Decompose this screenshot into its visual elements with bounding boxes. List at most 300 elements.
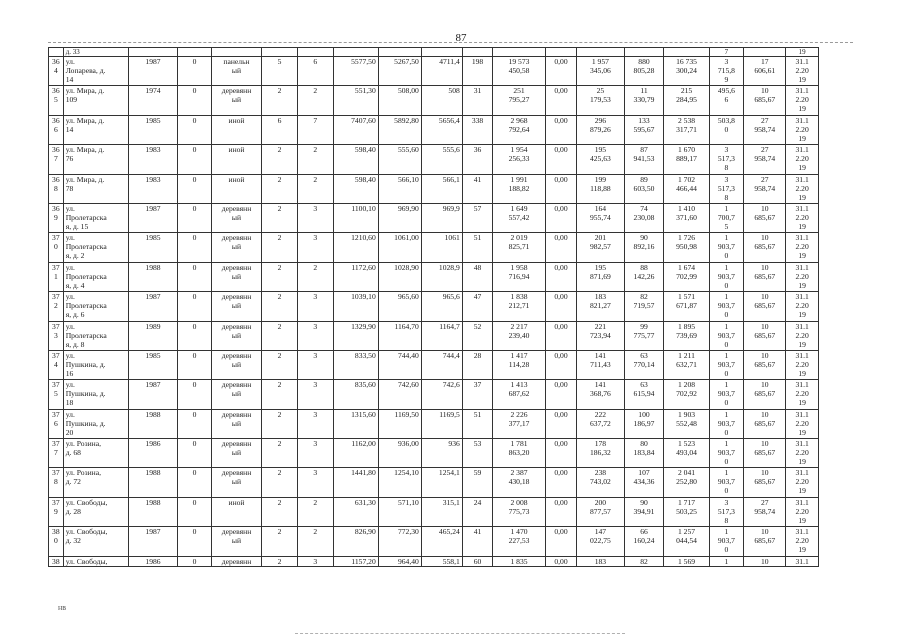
cell-private-area: 555,6: [421, 145, 462, 174]
cell-owner-funds: 1 674 702,99: [664, 262, 709, 291]
cell-completion-date: 31.1: [786, 556, 819, 566]
cell-address: ул. Лопарева, д. 14: [63, 57, 128, 86]
cell-year-built: 1985: [128, 350, 177, 379]
cell-wall-material: деревянн ый: [211, 468, 261, 497]
cell-federal-funds: 0,00: [545, 86, 577, 115]
cell-entrances: 3: [297, 380, 333, 409]
cell-total-cost: 1 838 212,71: [493, 292, 546, 321]
cell-specific-cost: 503,8 0: [709, 115, 744, 144]
cell-address: ул. Пушкина, д. 20: [63, 409, 128, 438]
cell-total-cost: 1 781 863,20: [493, 439, 546, 468]
cell-entrances: [297, 48, 333, 57]
cell-specific-cost: 3 715,8 9: [709, 57, 744, 86]
cell-living-area: [378, 48, 421, 57]
cell-row-number: 37 7: [49, 439, 64, 468]
cell-owner-funds: 2 538 317,71: [664, 115, 709, 144]
table-row: [49, 86, 819, 115]
cell-regional-funds: 199 118,88: [577, 174, 624, 203]
cell-living-area: 1028,90: [378, 262, 421, 291]
cell-municipal-funds: 63 615,94: [624, 380, 664, 409]
cell-living-area: 744,40: [378, 350, 421, 379]
cell-address: д. 33: [63, 48, 128, 57]
cell-regional-funds: 201 982,57: [577, 233, 624, 262]
cell-year-overhaul: 0: [178, 439, 212, 468]
cell-specific-cost: 495,6 6: [709, 86, 744, 115]
cell-entrances: 3: [297, 292, 333, 321]
cell-completion-date: 31.1 2.20 19: [786, 468, 819, 497]
cell-year-overhaul: 0: [178, 262, 212, 291]
cell-regional-funds: 200 877,57: [577, 497, 624, 526]
cell-wall-material: деревянн ый: [211, 350, 261, 379]
cell-year-overhaul: 0: [178, 321, 212, 350]
cell-living-area: 508,00: [378, 86, 421, 115]
cell-row-number: 38: [49, 556, 64, 566]
table-row: [49, 174, 819, 203]
cell-year-overhaul: 0: [178, 174, 212, 203]
cell-completion-date: 31.1 2.20 19: [786, 57, 819, 86]
cell-year-built: 1985: [128, 115, 177, 144]
cell-federal-funds: [545, 48, 577, 57]
table-row: [49, 497, 819, 526]
cell-federal-funds: 0,00: [545, 439, 577, 468]
cell-federal-funds: 0,00: [545, 527, 577, 556]
footer-mark: нв: [58, 603, 67, 612]
cell-owner-funds: 1 726 950,98: [664, 233, 709, 262]
cell-year-overhaul: 0: [178, 86, 212, 115]
cell-wall-material: деревянн ый: [211, 409, 261, 438]
cell-year-built: 1986: [128, 556, 177, 566]
cell-total-area: 1441,80: [333, 468, 378, 497]
cell-row-number: 36 7: [49, 145, 64, 174]
cell-specific-cost: 1 903,7 0: [709, 380, 744, 409]
cell-total-area: 598,40: [333, 145, 378, 174]
cell-address: ул. Мира, д. 109: [63, 86, 128, 115]
cell-private-area: [421, 48, 462, 57]
cell-floors: [262, 48, 298, 57]
cell-year-overhaul: 0: [178, 145, 212, 174]
cell-floors: 2: [262, 233, 298, 262]
cell-address: ул. Мира, д. 78: [63, 174, 128, 203]
cell-completion-date: 31.1 2.20 19: [786, 86, 819, 115]
cell-address: ул. Свободы, д. 28: [63, 497, 128, 526]
table-row: [49, 380, 819, 409]
cell-regional-funds: [577, 48, 624, 57]
cell-row-number: 38 0: [49, 527, 64, 556]
cell-floors: 2: [262, 468, 298, 497]
cell-total-cost: 1 991 188,82: [493, 174, 546, 203]
cell-year-built: 1988: [128, 409, 177, 438]
cell-federal-funds: 0,00: [545, 145, 577, 174]
cell-residents: 41: [462, 527, 492, 556]
cell-owner-funds: 16 735 300,24: [664, 57, 709, 86]
cell-entrances: 3: [297, 409, 333, 438]
cell-federal-funds: 0,00: [545, 468, 577, 497]
cell-wall-material: деревянн ый: [211, 321, 261, 350]
cell-completion-date: 31.1 2.20 19: [786, 203, 819, 232]
cell-private-area: 558,1: [421, 556, 462, 566]
cell-entrances: 3: [297, 439, 333, 468]
cell-federal-funds: 0,00: [545, 497, 577, 526]
cell-specific-cost: 1 903,7 0: [709, 350, 744, 379]
cell-regional-funds: 238 743,02: [577, 468, 624, 497]
cell-residents: 51: [462, 409, 492, 438]
table-row: [49, 57, 819, 86]
cell-total-area: 1100,10: [333, 203, 378, 232]
cell-limit-cost: 10 685,67: [744, 233, 786, 262]
cell-living-area: 1164,70: [378, 321, 421, 350]
cell-residents: 31: [462, 86, 492, 115]
cell-owner-funds: 1 895 739,69: [664, 321, 709, 350]
cell-address: ул. Мира, д. 76: [63, 145, 128, 174]
cell-municipal-funds: 11 330,79: [624, 86, 664, 115]
cell-year-built: 1986: [128, 439, 177, 468]
cell-year-built: 1987: [128, 527, 177, 556]
cell-floors: 2: [262, 409, 298, 438]
cell-specific-cost: 3 517,3 8: [709, 497, 744, 526]
cell-regional-funds: 221 723,94: [577, 321, 624, 350]
cell-entrances: 3: [297, 233, 333, 262]
cell-year-built: 1983: [128, 145, 177, 174]
cell-completion-date: 19: [786, 48, 819, 57]
table-row: [49, 409, 819, 438]
cell-limit-cost: 27 958,74: [744, 115, 786, 144]
cell-completion-date: 31.1 2.20 19: [786, 145, 819, 174]
cell-floors: 2: [262, 439, 298, 468]
cell-regional-funds: 178 186,32: [577, 439, 624, 468]
cell-limit-cost: 27 958,74: [744, 145, 786, 174]
cell-private-area: 965,6: [421, 292, 462, 321]
cell-residents: 198: [462, 57, 492, 86]
cell-wall-material: деревянн ый: [211, 439, 261, 468]
cell-floors: 2: [262, 380, 298, 409]
cell-private-area: 744,4: [421, 350, 462, 379]
cell-address: ул. Пушкина, д. 16: [63, 350, 128, 379]
cell-living-area: 571,10: [378, 497, 421, 526]
table-row: [49, 350, 819, 379]
cell-owner-funds: 1 211 632,71: [664, 350, 709, 379]
cell-municipal-funds: 74 230,08: [624, 203, 664, 232]
cell-living-area: 1061,00: [378, 233, 421, 262]
cell-owner-funds: 1 569: [664, 556, 709, 566]
cell-limit-cost: 10 685,67: [744, 527, 786, 556]
housing-register-table-wrap: [48, 47, 819, 567]
cell-row-number: 37 3: [49, 321, 64, 350]
cell-federal-funds: 0,00: [545, 556, 577, 566]
cell-municipal-funds: 133 595,67: [624, 115, 664, 144]
cell-wall-material: деревянн ый: [211, 203, 261, 232]
cell-total-cost: 2 226 377,17: [493, 409, 546, 438]
cell-completion-date: 31.1 2.20 19: [786, 350, 819, 379]
cell-specific-cost: 1 903,7 0: [709, 233, 744, 262]
cell-floors: 2: [262, 527, 298, 556]
cell-private-area: 1164,7: [421, 321, 462, 350]
cell-total-area: 1315,60: [333, 409, 378, 438]
cell-row-number: 37 4: [49, 350, 64, 379]
cell-row-number: 37 2: [49, 292, 64, 321]
cell-year-overhaul: 0: [178, 115, 212, 144]
cell-residents: 48: [462, 262, 492, 291]
cell-total-area: 7407,60: [333, 115, 378, 144]
cell-residents: 338: [462, 115, 492, 144]
cell-year-built: 1987: [128, 292, 177, 321]
cell-residents: 24: [462, 497, 492, 526]
cell-specific-cost: 7: [709, 48, 744, 57]
cell-wall-material: иной: [211, 115, 261, 144]
cell-municipal-funds: 107 434,36: [624, 468, 664, 497]
cell-total-area: 598,40: [333, 174, 378, 203]
cell-private-area: 1169,5: [421, 409, 462, 438]
cell-address: ул. Свободы,: [63, 556, 128, 566]
cell-row-number: 36 9: [49, 203, 64, 232]
cell-living-area: 5267,50: [378, 57, 421, 86]
cell-specific-cost: 1 903,7 0: [709, 262, 744, 291]
cell-year-overhaul: [178, 48, 212, 57]
cell-address: ул. Пролетарска я, д. 2: [63, 233, 128, 262]
cell-floors: 2: [262, 145, 298, 174]
cell-total-cost: 1 958 716,94: [493, 262, 546, 291]
cell-floors: 2: [262, 174, 298, 203]
cell-owner-funds: 1 702 466,44: [664, 174, 709, 203]
cell-limit-cost: 10 685,67: [744, 409, 786, 438]
cell-regional-funds: 141 711,43: [577, 350, 624, 379]
cell-specific-cost: 3 517,3 8: [709, 174, 744, 203]
cell-residents: 52: [462, 321, 492, 350]
cell-completion-date: 31.1 2.20 19: [786, 321, 819, 350]
cell-federal-funds: 0,00: [545, 57, 577, 86]
cell-total-cost: 2 968 792,64: [493, 115, 546, 144]
cell-wall-material: деревянн ый: [211, 527, 261, 556]
cell-federal-funds: 0,00: [545, 233, 577, 262]
table-row: [49, 145, 819, 174]
cell-municipal-funds: 87 941,53: [624, 145, 664, 174]
cell-residents: 53: [462, 439, 492, 468]
cell-total-area: 833,50: [333, 350, 378, 379]
cell-specific-cost: 1 700,7 5: [709, 203, 744, 232]
cell-completion-date: 31.1 2.20 19: [786, 380, 819, 409]
table-row: [49, 262, 819, 291]
cell-private-area: 742,6: [421, 380, 462, 409]
cell-owner-funds: 1 410 371,60: [664, 203, 709, 232]
cell-entrances: 2: [297, 174, 333, 203]
cell-residents: 57: [462, 203, 492, 232]
cell-floors: 2: [262, 556, 298, 566]
cell-municipal-funds: 63 770,14: [624, 350, 664, 379]
cell-specific-cost: 1 903,7 0: [709, 292, 744, 321]
cell-total-cost: 1 413 687,62: [493, 380, 546, 409]
cell-private-area: 969,9: [421, 203, 462, 232]
cell-row-number: [49, 48, 64, 57]
cell-municipal-funds: 90 892,16: [624, 233, 664, 262]
cell-owner-funds: 1 903 552,48: [664, 409, 709, 438]
table-row: [49, 233, 819, 262]
cell-private-area: 936: [421, 439, 462, 468]
cell-limit-cost: 10 685,67: [744, 439, 786, 468]
cell-residents: 41: [462, 174, 492, 203]
cell-limit-cost: 10 685,67: [744, 321, 786, 350]
cell-year-overhaul: 0: [178, 527, 212, 556]
cell-year-overhaul: 0: [178, 57, 212, 86]
cell-address: ул. Пролетарска я, д. 8: [63, 321, 128, 350]
cell-wall-material: иной: [211, 174, 261, 203]
cell-entrances: 3: [297, 321, 333, 350]
cell-floors: 6: [262, 115, 298, 144]
cell-federal-funds: 0,00: [545, 174, 577, 203]
cell-specific-cost: 3 517,3 8: [709, 145, 744, 174]
cell-address: ул. Свободы, д. 32: [63, 527, 128, 556]
cell-federal-funds: 0,00: [545, 409, 577, 438]
cell-entrances: 7: [297, 115, 333, 144]
cell-address: ул. Пролетарска я, д. 4: [63, 262, 128, 291]
cell-specific-cost: 1 903,7 0: [709, 409, 744, 438]
cell-wall-material: деревянн ый: [211, 292, 261, 321]
cell-residents: 51: [462, 233, 492, 262]
cell-regional-funds: 1 957 345,06: [577, 57, 624, 86]
cell-residents: 28: [462, 350, 492, 379]
cell-municipal-funds: 99 775,77: [624, 321, 664, 350]
cell-entrances: 3: [297, 468, 333, 497]
cell-floors: 5: [262, 57, 298, 86]
cell-owner-funds: 1 523 493,04: [664, 439, 709, 468]
cell-owner-funds: 2 041 252,80: [664, 468, 709, 497]
cell-completion-date: 31.1 2.20 19: [786, 115, 819, 144]
cell-total-area: 1039,10: [333, 292, 378, 321]
cell-limit-cost: [744, 48, 786, 57]
cell-address: ул. Мира, д. 14: [63, 115, 128, 144]
cell-total-area: 1162,00: [333, 439, 378, 468]
cell-floors: 2: [262, 350, 298, 379]
cell-wall-material: деревянн ый: [211, 233, 261, 262]
cell-total-area: 631,30: [333, 497, 378, 526]
cell-completion-date: 31.1 2.20 19: [786, 233, 819, 262]
cell-year-overhaul: 0: [178, 350, 212, 379]
cell-federal-funds: 0,00: [545, 292, 577, 321]
cell-year-overhaul: 0: [178, 233, 212, 262]
cell-row-number: 36 8: [49, 174, 64, 203]
cell-municipal-funds: 89 603,50: [624, 174, 664, 203]
cell-row-number: 36 4: [49, 57, 64, 86]
cell-specific-cost: 1: [709, 556, 744, 566]
cell-municipal-funds: 82: [624, 556, 664, 566]
cell-year-built: 1987: [128, 203, 177, 232]
cell-floors: 2: [262, 497, 298, 526]
table-row: [49, 468, 819, 497]
cell-row-number: 37 6: [49, 409, 64, 438]
cell-entrances: 2: [297, 145, 333, 174]
cell-year-built: 1989: [128, 321, 177, 350]
cell-wall-material: деревянн ый: [211, 380, 261, 409]
cell-residents: 59: [462, 468, 492, 497]
cell-wall-material: иной: [211, 497, 261, 526]
cell-private-area: 4711,4: [421, 57, 462, 86]
page-number: 87: [455, 32, 467, 44]
cell-residents: [462, 48, 492, 57]
cell-federal-funds: 0,00: [545, 380, 577, 409]
cell-year-built: 1988: [128, 262, 177, 291]
cell-row-number: 37 8: [49, 468, 64, 497]
cell-municipal-funds: 880 805,28: [624, 57, 664, 86]
cell-federal-funds: 0,00: [545, 350, 577, 379]
cell-limit-cost: 10 685,67: [744, 468, 786, 497]
cell-total-cost: 2 217 239,40: [493, 321, 546, 350]
cell-municipal-funds: 90 394,91: [624, 497, 664, 526]
cell-total-area: 826,90: [333, 527, 378, 556]
cell-year-overhaul: 0: [178, 203, 212, 232]
cell-total-area: 5577,50: [333, 57, 378, 86]
cell-wall-material: иной: [211, 145, 261, 174]
cell-municipal-funds: 66 160,24: [624, 527, 664, 556]
cell-entrances: 6: [297, 57, 333, 86]
cell-living-area: 742,60: [378, 380, 421, 409]
cell-owner-funds: 1 208 702,92: [664, 380, 709, 409]
table-row: [49, 321, 819, 350]
cell-total-cost: 1 417 114,28: [493, 350, 546, 379]
cell-total-cost: 1 835: [493, 556, 546, 566]
cell-private-area: 1254,1: [421, 468, 462, 497]
cell-owner-funds: [664, 48, 709, 57]
cell-floors: 2: [262, 203, 298, 232]
cell-completion-date: 31.1 2.20 19: [786, 174, 819, 203]
cell-year-built: 1988: [128, 497, 177, 526]
cell-private-area: 566,1: [421, 174, 462, 203]
cell-municipal-funds: [624, 48, 664, 57]
cell-row-number: 36 6: [49, 115, 64, 144]
cell-owner-funds: 1 717 503,25: [664, 497, 709, 526]
cell-limit-cost: 10: [744, 556, 786, 566]
cell-completion-date: 31.1 2.20 19: [786, 409, 819, 438]
cell-limit-cost: 27 958,74: [744, 174, 786, 203]
cell-regional-funds: 164 955,74: [577, 203, 624, 232]
cell-row-number: 36 5: [49, 86, 64, 115]
cell-year-overhaul: 0: [178, 497, 212, 526]
cell-address: ул. Пролетарска я, д. 6: [63, 292, 128, 321]
cell-total-cost: 251 795,27: [493, 86, 546, 115]
cell-municipal-funds: 88 142,26: [624, 262, 664, 291]
cell-living-area: 566,10: [378, 174, 421, 203]
cell-specific-cost: 1 903,7 0: [709, 527, 744, 556]
cell-entrances: 3: [297, 556, 333, 566]
cell-limit-cost: 17 606,61: [744, 57, 786, 86]
cell-residents: 36: [462, 145, 492, 174]
cell-entrances: 2: [297, 497, 333, 526]
cell-completion-date: 31.1 2.20 19: [786, 262, 819, 291]
cell-total-area: 551,30: [333, 86, 378, 115]
cell-municipal-funds: 80 183,84: [624, 439, 664, 468]
table-row: [49, 115, 819, 144]
cell-living-area: 555,60: [378, 145, 421, 174]
cell-regional-funds: 25 179,53: [577, 86, 624, 115]
table-header-row: [49, 48, 819, 57]
cell-floors: 2: [262, 292, 298, 321]
cell-floors: 2: [262, 321, 298, 350]
cell-total-area: 1329,90: [333, 321, 378, 350]
cell-private-area: 315,1: [421, 497, 462, 526]
cell-limit-cost: 27 958,74: [744, 497, 786, 526]
cell-private-area: 1028,9: [421, 262, 462, 291]
cell-total-cost: [493, 48, 546, 57]
cell-address: ул. Розина, д. 68: [63, 439, 128, 468]
cell-wall-material: деревянн ый: [211, 86, 261, 115]
cell-specific-cost: 1 903,7 0: [709, 439, 744, 468]
cell-year-built: 1988: [128, 468, 177, 497]
cell-total-cost: 2 387 430,18: [493, 468, 546, 497]
cell-wall-material: [211, 48, 261, 57]
cell-entrances: 3: [297, 350, 333, 379]
cell-year-built: 1983: [128, 174, 177, 203]
cell-limit-cost: 10 685,67: [744, 380, 786, 409]
cell-year-built: 1985: [128, 233, 177, 262]
bottom-rule: [295, 633, 625, 634]
table-body: [49, 48, 819, 567]
